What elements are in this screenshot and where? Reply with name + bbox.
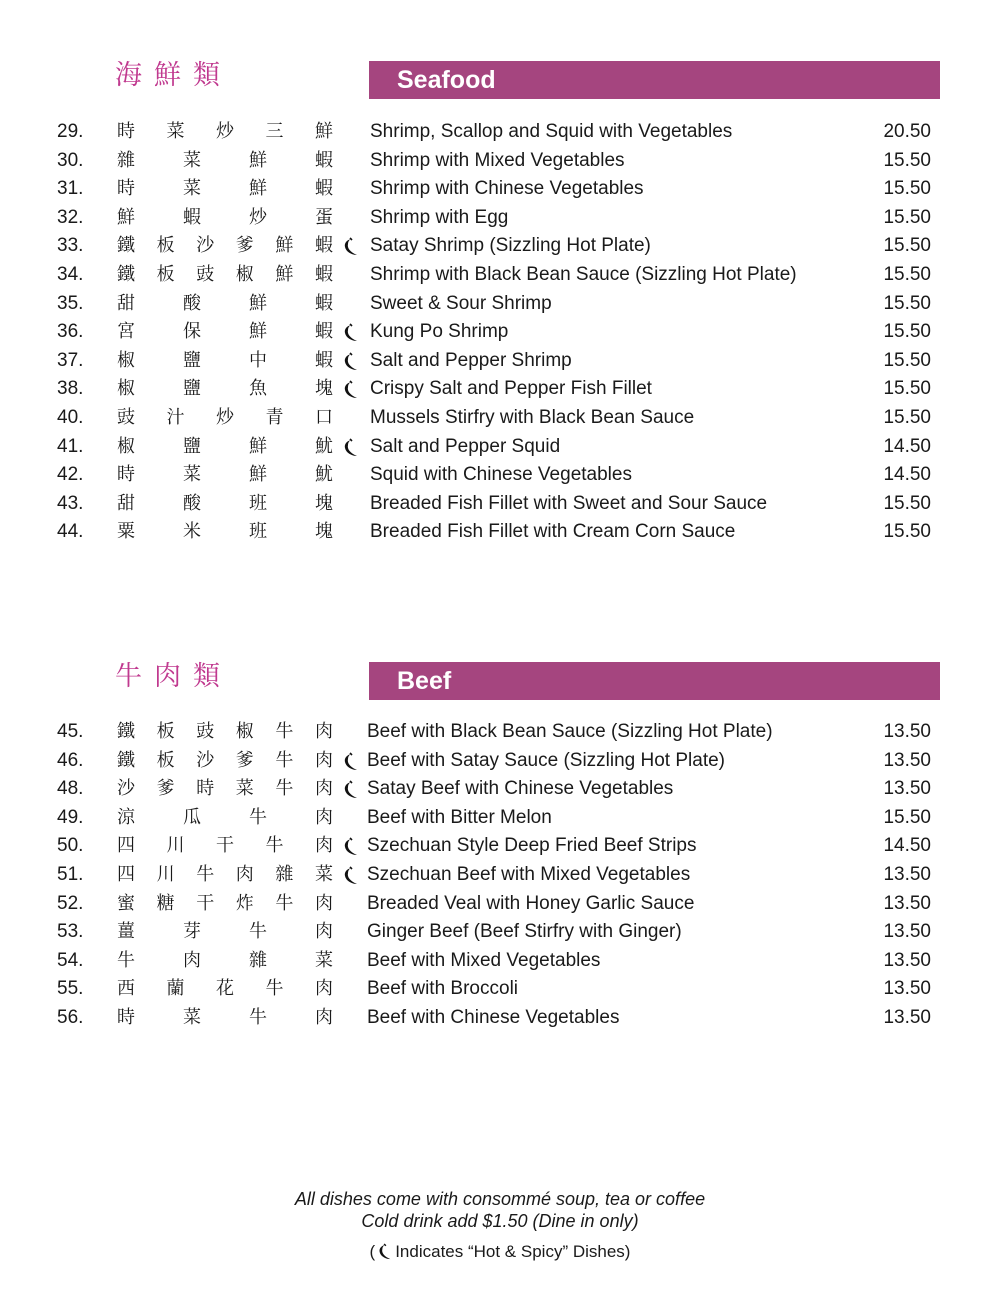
item-chinese-name: 西 蘭 花 牛 肉 [117, 978, 333, 1000]
item-number: 51. [57, 863, 84, 885]
item-description: Squid with Chinese Vegetables [370, 464, 632, 486]
menu-item-row [0, 118, 1000, 147]
chili-pepper-icon [342, 237, 360, 257]
item-number: 54. [57, 949, 84, 971]
item-chinese-name: 椒 鹽 中 蝦 [117, 349, 333, 371]
item-price: 13.50 [883, 978, 931, 1000]
menu-item-row [0, 518, 1000, 547]
item-description: Beef with Satay Sauce (Sizzling Hot Plate) [367, 749, 726, 771]
item-number: 38. [57, 378, 84, 400]
item-chinese-name: 涼 瓜 牛 肉 [117, 806, 333, 828]
beef-menu-list [0, 718, 1000, 1033]
item-description: Shrimp, Scallop and Squid with Vegetables [370, 121, 733, 142]
item-price: 13.50 [883, 721, 931, 742]
menu-item-row [0, 290, 1000, 319]
item-chinese-name: 甜 酸 班 塊 [117, 492, 333, 514]
legend-text: Indicates “Hot & Spicy” Dishes) [395, 1242, 631, 1261]
seafood-english-title: Seafood [397, 66, 496, 94]
chili-pepper-icon [342, 352, 360, 372]
item-price: 15.50 [883, 492, 931, 514]
item-description: Beef with Black Bean Sauce (Sizzling Hot Plate) [367, 721, 773, 742]
item-number: 32. [57, 206, 84, 228]
seafood-title-bar [369, 61, 940, 99]
item-number: 41. [57, 435, 84, 457]
item-number: 35. [57, 292, 84, 314]
footer-included-note: All dishes come with consommé soup, tea or coffee [294, 1189, 706, 1209]
item-chinese-name: 沙 爹 時 菜 牛 肉 [117, 778, 333, 800]
beef-english-title: Beef [397, 667, 452, 695]
item-price: 14.50 [883, 835, 931, 857]
chili-pepper-icon [342, 752, 360, 772]
item-chinese-name: 牛 肉 雜 菜 [117, 949, 333, 971]
item-number: 55. [57, 978, 84, 1000]
item-chinese-name: 鐵 板 豉 椒 鮮 蝦 [117, 263, 333, 285]
item-chinese-name: 蜜 糖 干 炸 牛 肉 [117, 892, 333, 914]
item-description: Shrimp with Chinese Vegetables [370, 178, 644, 200]
item-price: 14.50 [883, 464, 931, 486]
menu-item-row [0, 204, 1000, 233]
item-number: 37. [57, 349, 84, 371]
item-description: Beef with Mixed Vegetables [367, 949, 601, 971]
item-chinese-name: 時 菜 鮮 魷 [117, 464, 333, 486]
item-description: Breaded Fish Fillet with Sweet and Sour Sauce [370, 492, 768, 514]
item-price: 14.50 [883, 435, 931, 457]
item-number: 49. [57, 806, 84, 828]
menu-item-row [0, 232, 1000, 261]
item-description: Shrimp with Black Bean Sauce (Sizzling Hot Plate) [370, 263, 797, 285]
menu-item-row [0, 404, 1000, 433]
item-chinese-name: 豉 汁 炒 青 口 [117, 406, 333, 428]
item-chinese-name: 鐵 板 沙 爹 鮮 蝦 [117, 235, 333, 257]
legend-open-paren: ( [369, 1242, 376, 1261]
item-price: 15.50 [883, 349, 931, 371]
item-description: Beef with Chinese Vegetables [367, 1006, 620, 1028]
menu-item-row [0, 461, 1000, 490]
item-number: 36. [57, 321, 84, 343]
menu-item-row [0, 804, 1000, 833]
item-price: 15.50 [883, 263, 931, 285]
item-description: Beef with Broccoli [367, 978, 519, 1000]
menu-item-row [0, 718, 1000, 747]
spicy-legend [0, 1241, 1000, 1263]
menu-item-row [0, 775, 1000, 804]
item-chinese-name: 粟 米 班 塊 [117, 521, 333, 543]
seafood-chinese-title: 海鮮類 [115, 60, 232, 91]
item-chinese-name: 鮮 蝦 炒 蛋 [117, 206, 333, 228]
item-number: 50. [57, 835, 84, 857]
item-description: Crispy Salt and Pepper Fish Fillet [370, 378, 652, 400]
item-number: 42. [57, 464, 84, 486]
item-number: 30. [57, 149, 84, 171]
item-price: 15.50 [883, 149, 931, 171]
menu-item-row [0, 947, 1000, 976]
item-price: 13.50 [883, 749, 931, 771]
menu-item-row [0, 890, 1000, 919]
item-description: Ginger Beef (Beef Stirfry with Ginger) [367, 921, 682, 943]
item-price: 15.50 [883, 206, 931, 228]
item-description: Mussels Stirfry with Black Bean Sauce [370, 406, 695, 428]
item-price: 13.50 [883, 892, 931, 914]
item-description: Szechuan Beef with Mixed Vegetables [367, 863, 691, 885]
item-chinese-name: 鐵 板 沙 爹 牛 肉 [117, 749, 333, 771]
menu-item-row [0, 747, 1000, 776]
item-description: Satay Shrimp (Sizzling Hot Plate) [370, 235, 651, 257]
item-description: Beef with Bitter Melon [367, 806, 552, 828]
menu-item-row [0, 347, 1000, 376]
item-price: 15.50 [883, 521, 931, 543]
item-chinese-name: 四 川 牛 肉 雜 菜 [117, 863, 333, 885]
item-chinese-name: 甜 酸 鮮 蝦 [117, 292, 333, 314]
item-description: Kung Po Shrimp [370, 321, 509, 343]
item-description: Salt and Pepper Shrimp [370, 349, 572, 371]
item-number: 52. [57, 892, 84, 914]
menu-item-row [0, 175, 1000, 204]
menu-item-row [0, 261, 1000, 290]
item-chinese-name: 時 菜 炒 三 鮮 [117, 121, 333, 142]
item-chinese-name: 時 菜 鮮 蝦 [117, 178, 333, 200]
item-number: 31. [57, 178, 84, 200]
item-description: Sweet & Sour Shrimp [370, 292, 552, 314]
chili-pepper-icon [342, 380, 360, 400]
item-price: 13.50 [883, 949, 931, 971]
item-number: 34. [57, 263, 84, 285]
item-price: 15.50 [883, 378, 931, 400]
item-chinese-name: 宮 保 鮮 蝦 [117, 321, 333, 343]
item-chinese-name: 椒 鹽 魚 塊 [117, 378, 333, 400]
menu-footer [0, 1188, 1000, 1263]
footer-drink-note: Cold drink add $1.50 (Dine in only) [361, 1211, 639, 1231]
item-description: Breaded Fish Fillet with Cream Corn Sauce [370, 521, 736, 543]
item-description: Szechuan Style Deep Fried Beef Strips [367, 835, 697, 857]
seafood-menu-list [0, 118, 1000, 547]
item-price: 15.50 [883, 178, 931, 200]
chili-pepper-icon [377, 1243, 393, 1261]
menu-item-row [0, 318, 1000, 347]
item-number: 40. [57, 406, 84, 428]
item-price: 13.50 [883, 778, 931, 800]
item-price: 15.50 [883, 235, 931, 257]
item-chinese-name: 四 川 干 牛 肉 [117, 835, 333, 857]
item-number: 46. [57, 749, 84, 771]
item-price: 13.50 [883, 863, 931, 885]
menu-item-row [0, 147, 1000, 176]
item-chinese-name: 椒 鹽 鮮 魷 [117, 435, 333, 457]
menu-item-row [0, 975, 1000, 1004]
item-number: 29. [57, 121, 84, 142]
menu-item-row [0, 433, 1000, 462]
item-description: Salt and Pepper Squid [370, 435, 561, 457]
menu-item-row [0, 1004, 1000, 1033]
chili-pepper-icon [342, 323, 360, 343]
item-number: 53. [57, 921, 84, 943]
item-price: 15.50 [883, 406, 931, 428]
menu-item-row [0, 375, 1000, 404]
item-price: 13.50 [883, 921, 931, 943]
item-price: 15.50 [883, 806, 931, 828]
menu-item-row [0, 918, 1000, 947]
item-chinese-name: 雜 菜 鮮 蝦 [117, 149, 333, 171]
item-price: 15.50 [883, 321, 931, 343]
item-price: 13.50 [883, 1006, 931, 1028]
item-description: Shrimp with Egg [370, 206, 509, 228]
item-number: 45. [57, 721, 84, 742]
item-chinese-name: 時 菜 牛 肉 [117, 1006, 333, 1028]
item-price: 15.50 [883, 292, 931, 314]
seafood-section-header [0, 60, 1000, 100]
item-price: 20.50 [883, 121, 931, 142]
item-number: 44. [57, 521, 84, 543]
item-chinese-name: 鐵 板 豉 椒 牛 肉 [117, 721, 333, 742]
item-chinese-name: 薑 芽 牛 肉 [117, 921, 333, 943]
beef-chinese-title: 牛肉類 [115, 661, 232, 692]
item-number: 43. [57, 492, 84, 514]
chili-pepper-icon [342, 837, 360, 857]
beef-section-header [0, 661, 1000, 701]
menu-item-row [0, 490, 1000, 519]
chili-pepper-icon [342, 780, 360, 800]
chili-pepper-icon [342, 866, 360, 886]
item-number: 48. [57, 778, 84, 800]
beef-title-bar [369, 662, 940, 700]
chili-pepper-icon [342, 438, 360, 458]
menu-item-row [0, 832, 1000, 861]
menu-item-row [0, 861, 1000, 890]
item-number: 33. [57, 235, 84, 257]
item-number: 56. [57, 1006, 84, 1028]
item-description: Breaded Veal with Honey Garlic Sauce [367, 892, 695, 914]
item-description: Shrimp with Mixed Vegetables [370, 149, 625, 171]
item-description: Satay Beef with Chinese Vegetables [367, 778, 674, 800]
